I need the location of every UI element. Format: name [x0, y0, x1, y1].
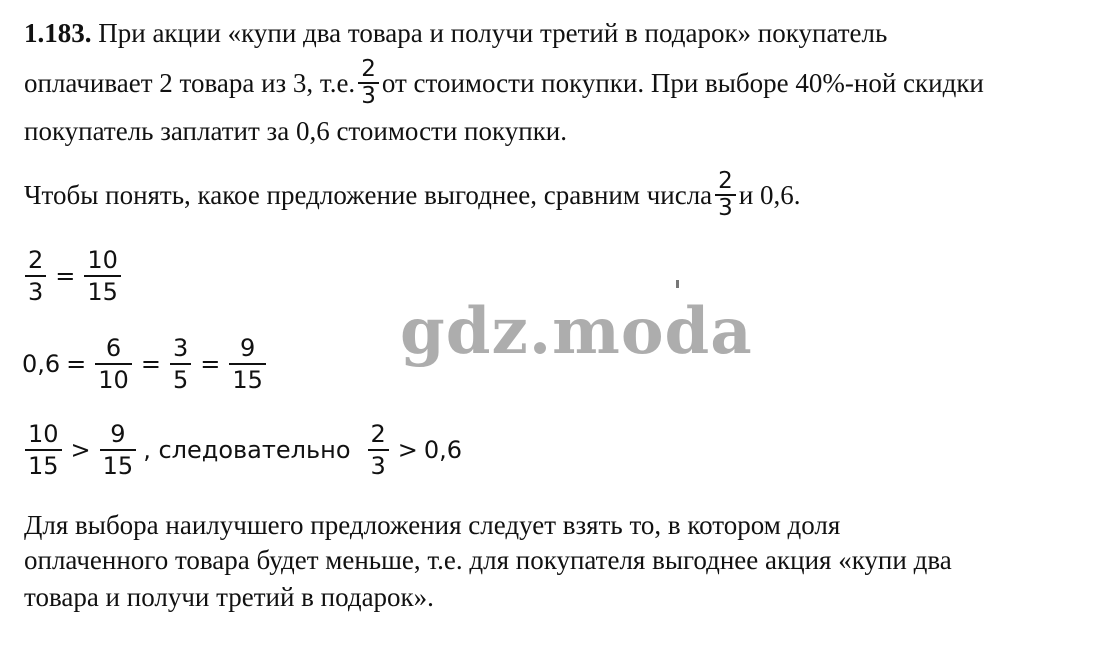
problem-line-3: [24, 118, 567, 145]
compare-text-b: и 0,6.: [738, 179, 801, 210]
conclusion-text-1: Для выбора наилучшего предложения следует взять то, в котором доля: [24, 510, 841, 540]
equation-2: [22, 334, 269, 394]
eq1-lhs-fraction: $\frac{2}{3}$: [25, 246, 46, 306]
compare-text-a: Чтобы понять, какое предложение выгоднее, сравним числа: [24, 179, 713, 210]
problem-line-2: [24, 58, 984, 108]
eq1-rhs-fraction: $\frac{10}{15}$: [84, 246, 121, 306]
eq3-text: , следовательно: [143, 436, 351, 464]
eq3-tail: 0,6: [423, 436, 463, 464]
problem-text-1: При акции «купи два товара и получи третий в подарок» покупатель: [98, 18, 888, 48]
watermark: gdz.moda: [400, 294, 753, 369]
conclusion-text-2: оплаченного товара будет меньше, т.е. для покупателя выгоднее акция «купи два: [24, 545, 952, 575]
eq3-fraction: $\frac{2}{3}$: [368, 420, 389, 480]
watermark-mark: [676, 280, 679, 288]
conclusion-text-3: товара и получи третий в подарок».: [24, 582, 434, 612]
problem-number: 1.183.: [24, 18, 92, 48]
eq2-fraction-3: $\frac{9}{15}$: [229, 334, 266, 394]
problem-text-2b: от стоимости покупки. При выборе 40%-ной скидки: [381, 67, 984, 98]
eq2-equals-1: =: [66, 350, 87, 378]
eq2-fraction-2: $\frac{3}{5}$: [170, 334, 191, 394]
eq3-lhs-fraction: $\frac{10}{15}$: [25, 420, 62, 480]
equation-3: [22, 420, 462, 480]
conclusion-line-1: [24, 512, 840, 539]
compare-line: [24, 170, 801, 220]
problem-text-3: покупатель заплатит за 0,6 стоимости покупки.: [24, 116, 568, 146]
fraction-two-thirds: $\frac{2}{3}$: [358, 58, 379, 108]
conclusion-line-3: [24, 584, 434, 611]
compare-fraction: $\frac{2}{3}$: [715, 170, 736, 220]
equation-1: [22, 246, 124, 306]
conclusion-line-2: [24, 547, 952, 574]
eq2-fraction-1: $\frac{6}{10}$: [95, 334, 132, 394]
eq3-greater-2: >: [397, 436, 418, 464]
eq3-greater-1: >: [70, 436, 91, 464]
problem-text-2a: оплачивает 2 товара из 3, т.е.: [24, 67, 356, 98]
eq2-equals-3: =: [200, 350, 221, 378]
eq1-equals: =: [55, 262, 76, 290]
eq2-start: 0,6: [22, 350, 61, 378]
eq2-equals-2: =: [140, 350, 161, 378]
problem-line-1: [24, 20, 887, 47]
eq3-rhs-fraction: $\frac{9}{15}$: [100, 420, 137, 480]
